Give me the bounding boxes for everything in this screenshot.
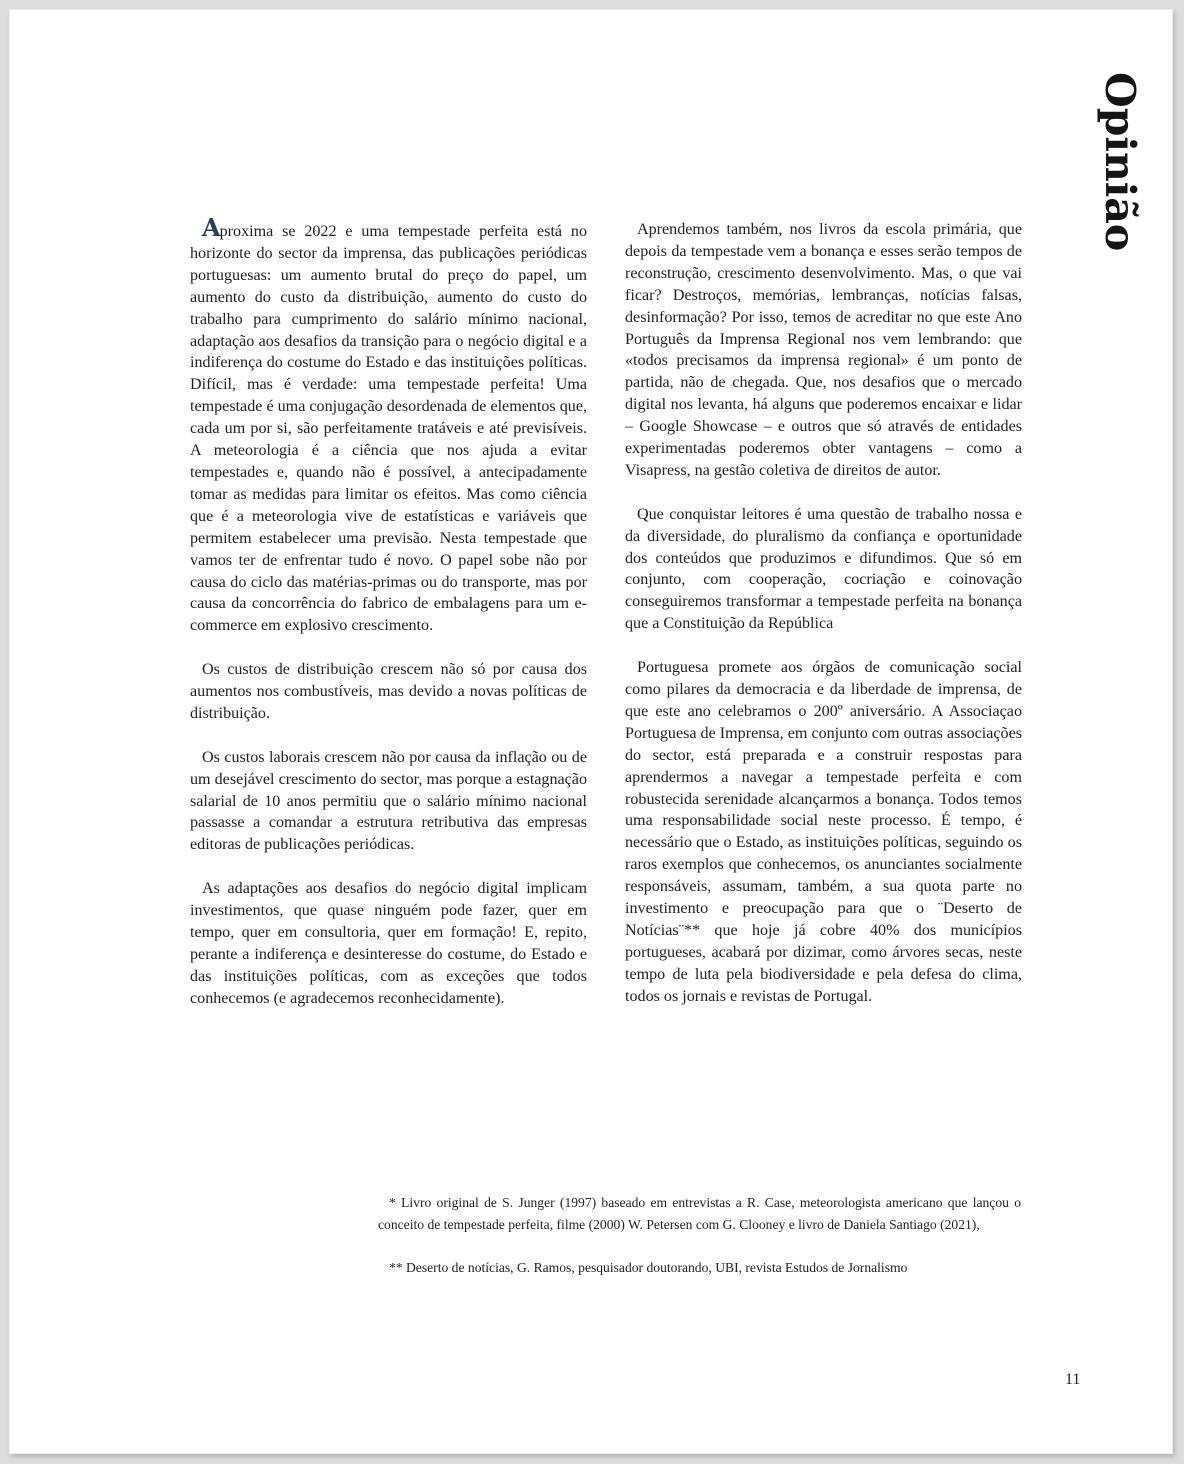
- footnote: ** Deserto de notícias, G. Ramos, pesquisador doutorando, UBI, revista Estudos de Jornalismo: [389, 1259, 908, 1275]
- article-paragraph: Que conquistar leitores é uma questão de trabalho nossa e da diversidade, do pluralismo da confiança e oportunidade dos conteúdos que produzimos e difundimos. Que só em conjunto, com cooperação, cocriação e coinovação conseguiremos transformar a tempestade perfeita na bonança que a Constituição da República: [625, 505, 1022, 633]
- article-column-left: [190, 213, 587, 1031]
- article-column-right: [625, 219, 1022, 1029]
- footnote: * Livro original de S. Junger (1997) baseado em entrevistas a R. Case, meteorologista americano que lançou o conceito de tempestade perfeita, filme (2000) W. Petersen com G. Clooney e livro de Daniela Santiago (2021),: [378, 1195, 1021, 1232]
- paragraph-text: proxima se 2022 e uma tempestade perfeita está no horizonte do sector da imprensa, das publicações periódicas portuguesas: um aumento brutal do preço do papel, um aumento do custo da distribuição, aumento do custo do trabalho para cumprimento do salário mínimo nacional, adaptação aos desafios da transição para o negócio digital e a indiferença do costume do Estado e das instituições políticas. Difícil, mas é verdade: uma tempestade perfeita! Uma tempestade é uma conjugação desordenada de elementos que, cada um por si, são perfeitamente tratáveis e até previsíveis. A meteorologia é a ciência que nos ajuda a evitar tempestades e, quando não é possível, a antecipadamente tomar as medidas para limitar os efeitos. Mas como ciência que é a meteorologia vive de estatísticas e variáveis que permitem estabelecer uma previsão. Nesta tempestade que vamos ter de enfrentar tudo é novo. O papel sobe não por causa do ciclo das matérias-primas ou do transporte, mas por causa da concorrência do fabrico de embalagens para um e-commerce em explosivo crescimento.: [190, 223, 587, 635]
- article-paragraph: Os custos de distribuição crescem não só por causa dos aumentos nos combustíveis, mas devido a novas políticas de distribuição.: [190, 661, 587, 722]
- drop-cap: A: [202, 213, 220, 242]
- magazine-page: [9, 9, 1173, 1454]
- article-paragraph: As adaptações aos desafios do negócio digital implicam investimentos, que quase ninguém pode fazer, quer em tempo, quer em consultoria, quer em formação! E, repito, perante a indiferença e desinteresse do costume, do Estado e das instituições políticas, com as exceções que todos conhecemos (e agradecemos reconhecidamente).: [190, 880, 587, 1007]
- section-title: Opinião: [1096, 72, 1144, 252]
- footnotes: [378, 1192, 1021, 1300]
- article-paragraph: Aprendemos também, nos livros da escola primária, que depois da tempestade vem a bonança e esses serão tempos de reconstrução, crescimento desenvolvimento. Mas, o que vai ficar? Destroços, memórias, lembranças, notícias falsas, desinformação? Por isso, temos de acreditar no que este Ano Português da Imprensa Regional nos vem lembrando: que «todos precisamos da imprensa regional» é um ponto de partida, não de chegada. Que, nos desafios que o mercado digital nos levanta, há alguns que poderemos encaixar e lidar – Google Showcase – e outros que só através de entidades experimentadas poderemos obter vantagens – como a Visapress, na gestão coletiva de direitos de autor.: [625, 221, 1022, 479]
- page-number: 11: [1065, 1371, 1081, 1388]
- article-paragraph: Os custos laborais crescem não por causa da inflação ou de um desejável crescimento do sector, mas porque a estagnação salarial de 10 anos permitiu que o salário mínimo nacional passasse a comandar a estrutura retributiva das empresas editoras de publicações periódicas.: [190, 748, 587, 854]
- article-paragraph: Portuguesa promete aos órgãos de comunicação social como pilares da democracia e da liberdade de imprensa, de que este ano celebramos o 200º aniversário. A Associaçao Portuguesa de Imprensa, em conjunto com outras associações do sector, está preparada e a construir respostas para aprendermos a navegar a tempestade perfeita e com robustecida serenidade alcançarmos a bonança. Todos temos uma responsabilidade social neste processo. É tempo, é necessário que o Estado, as instituições políticas, seguindo os raros exemplos que conhecemos, os anunciantes socialmente responsáveis, assumam, também, a sua quota parte no investimento e preocupação para que o ¨Deserto de Notícias¨** que hoje já cobre 40% dos municípios portugueses, acabará por dizimar, como árvores secas, neste tempo de luta pela biodiversidade e pela defesa do clima, todos os jornais e revistas de Portugal.: [625, 659, 1022, 1005]
- article-paragraph: [190, 213, 587, 637]
